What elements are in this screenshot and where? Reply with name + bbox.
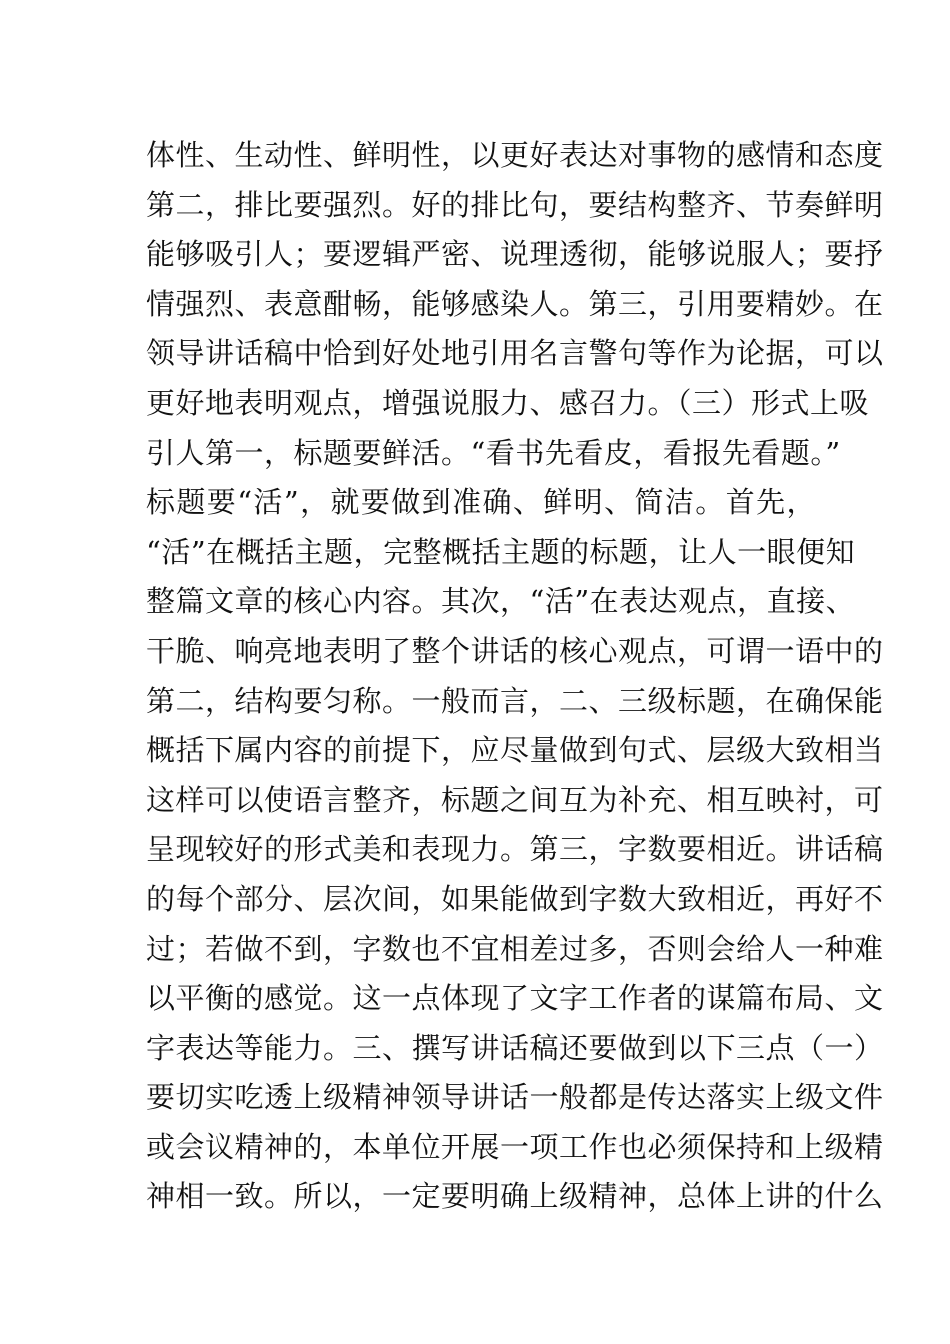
text-line: 第二，结构要匀称。一般而言，二、三级标题，在确保能 (146, 683, 884, 718)
text-line: 第二，排比要强烈。好的排比句，要结构整齐、节奏鲜明 (146, 187, 884, 222)
text-line: 以平衡的感觉。这一点体现了文字工作者的谋篇布局、文 (146, 981, 884, 1016)
text-line: 呈现较好的形式美和表现力。第三，字数要相近。讲话稿 (146, 832, 884, 867)
text-line: 过；若做不到，字数也不宜相差过多，否则会给人一种难 (146, 931, 884, 966)
text-line: 或会议精神的，本单位开展一项工作也必须保持和上级精 (146, 1129, 884, 1164)
text-line: 能够吸引人；要逻辑严密、说理透彻，能够说服人；要抒 (146, 237, 884, 272)
text-line: 干脆、响亮地表明了整个讲话的核心观点，可谓一语中的 (146, 633, 884, 668)
text-line: 这样可以使语言整齐，标题之间互为补充、相互映衬，可 (146, 782, 884, 817)
text-line: “活”在概括主题，完整概括主题的标题，让人一眼便知 (146, 534, 856, 569)
text-line: 的每个部分、层次间，如果能做到字数大致相近，再好不 (146, 881, 884, 916)
text-line: 神相一致。所以，一定要明确上级精神，总体上讲的什么 (146, 1179, 884, 1214)
text-line: 字表达等能力。三、撰写讲话稿还要做到以下三点（一） (146, 1030, 884, 1065)
text-line: 标题要“活”，就要做到准确、鲜明、简洁。首先， (146, 485, 816, 520)
body-text (146, 131, 884, 1222)
text-line: 情强烈、表意酣畅，能够感染人。第三，引用要精妙。在 (146, 286, 884, 321)
text-line: 体性、生动性、鲜明性，以更好表达对事物的感情和态度 (146, 138, 884, 172)
text-line: 概括下属内容的前提下，应尽量做到句式、层级大致相当 (146, 733, 884, 768)
text-line: 引人第一，标题要鲜活。“看书先看皮，看报先看题。” (146, 435, 841, 470)
text-line: 领导讲话稿中恰到好处地引用名言警句等作为论据，可以 (146, 336, 884, 371)
text-line: 整篇文章的核心内容。其次，“活”在表达观点，直接、 (146, 584, 856, 619)
text-line: 要切实吃透上级精神领导讲话一般都是传达落实上级文件 (146, 1080, 884, 1115)
text-line: 更好地表明观点，增强说服力、感召力。（三）形式上吸 (146, 385, 870, 420)
